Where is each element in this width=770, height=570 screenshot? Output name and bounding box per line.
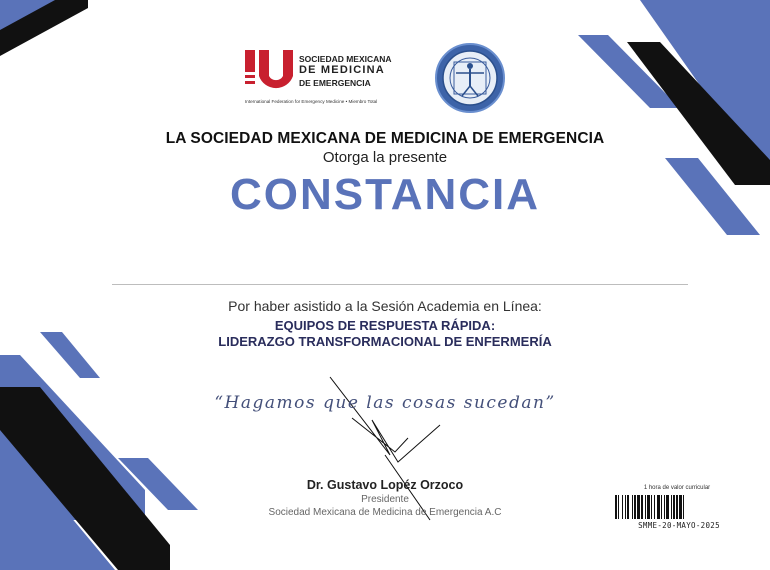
curricular-hours: 1 hora de valor curricular [643, 485, 711, 491]
barcode-bar [679, 495, 682, 519]
barcode-bar [634, 495, 636, 519]
vitruvian-seal-icon [434, 42, 506, 114]
logo-tagline: International Federation for Emergency Medicine • Miembro Total [245, 99, 378, 104]
barcode-bar [664, 495, 665, 519]
event-title-line-1: EQUIPOS DE RESPUESTA RÁPIDA: [274, 318, 496, 333]
barcode-bar [673, 495, 675, 519]
barcode-bar [632, 495, 633, 519]
barcode-bar [683, 495, 684, 519]
barcode-bar [627, 495, 629, 519]
signer-name: Dr. Gustavo Lopéz Orzoco [306, 478, 464, 492]
barcode-bar [622, 495, 623, 519]
barcode-bar [625, 495, 626, 519]
certificate-title: CONSTANCIA [229, 170, 541, 219]
slogan: “Hagamos que las cosas sucedan” [214, 393, 556, 413]
certificate-code: SMME-20-MAYO-2025 [638, 521, 720, 530]
smme-logo-icon [245, 50, 293, 94]
barcode-bar [671, 495, 672, 519]
event-title-line-2: LIDERAZGO TRANSFORMACIONAL DE ENFERMERÍA [218, 334, 552, 349]
barcode-bar [651, 495, 652, 519]
grants-text: Otorga la presente [322, 149, 448, 166]
barcode-bar [676, 495, 678, 519]
logo-line-1: SOCIEDAD MEXICANA [299, 54, 392, 64]
signer-organization: Sociedad Mexicana de Medicina de Emergencia A.C [268, 507, 502, 518]
barcode-bar [615, 495, 617, 519]
logo-line-3: DE EMERGENCIA [299, 78, 371, 88]
barcode-bar [654, 495, 655, 519]
barcode [615, 495, 743, 519]
barcode-bar [657, 495, 660, 519]
barcode-bar [666, 495, 669, 519]
signer-role: Presidente [361, 494, 409, 505]
barcode-bar [647, 495, 650, 519]
organization-heading: LA SOCIEDAD MEXICANA DE MEDICINA DE EMERGENCIA [165, 130, 605, 147]
logo-line-2: DE MEDICINA [299, 64, 385, 76]
barcode-bar [645, 495, 646, 519]
barcode-bar [661, 495, 662, 519]
smme-logo [245, 48, 395, 110]
divider [112, 284, 688, 285]
barcode-bar [637, 495, 640, 519]
attendance-reason: Por haber asistido a la Sesión Academia en Línea: [228, 298, 542, 314]
barcode-bar [641, 495, 643, 519]
barcode-bar [618, 495, 619, 519]
